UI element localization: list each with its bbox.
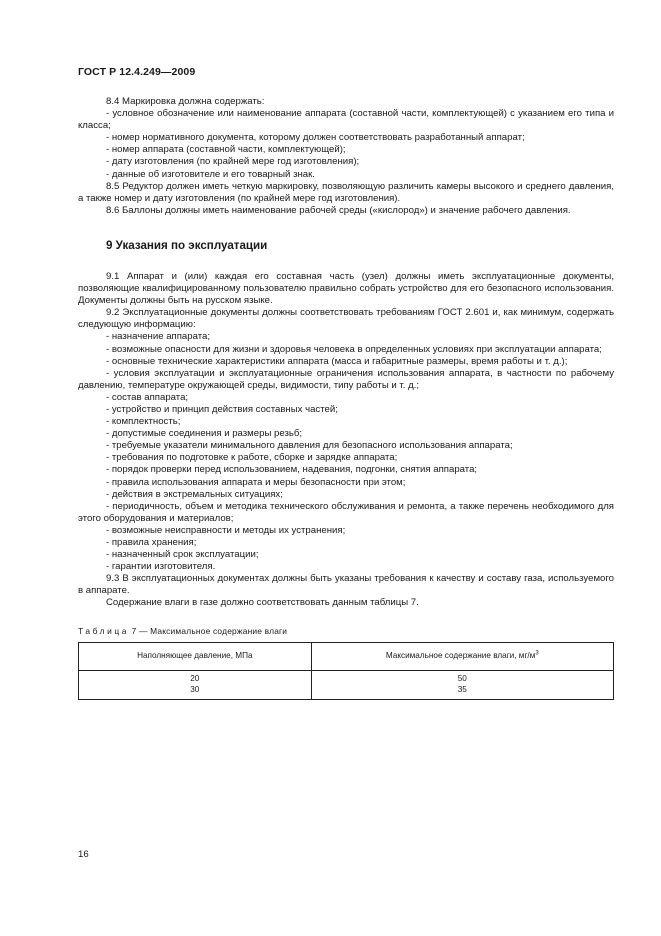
paragraph: 8.4 Маркировка должна содержать: [106,96,265,107]
paragraph: - порядок проверки перед использованием, надевания, подгонки, снятия аппарата; [106,464,478,476]
pressure-cell [79,670,312,699]
moisture-cell [311,670,613,699]
section-8-paragraphs [78,96,614,217]
table-caption-word: Таблица [78,625,130,636]
paragraph: - правила хранения; [106,537,197,548]
col-moisture-header: Максимальное содержание влаги, $мг/м^3$ [311,642,613,670]
pressure-value: 30 [190,685,200,695]
paragraph: 9.2 Эксплуатационные документы должны соответствовать требованиям ГОСТ 2.601 и, как минимум, содержать следующую информацию: [78,307,614,331]
moisture-value: 50 [457,673,467,683]
col-pressure-header: Наполняющее давление, МПа [79,642,312,670]
paragraph: 8.5 Редуктор должен иметь четкую маркировку, позволяющую различить камеры высокого и среднего давления, а также номер и дату изготовления (по крайней мере год изготовления). [78,180,614,204]
table-row [79,670,614,699]
paragraph: - номер аппарата (составной части, комплектующей); [106,144,346,156]
paragraph: - устройство и принцип действия составных частей; [106,403,338,415]
moisture-table [78,642,614,700]
paragraph: - назначение аппарата; [106,331,211,343]
pressure-value: 20 [190,673,200,683]
paragraph: - условное обозначение или наименование аппарата (составной части, комплектующей) с указанием его типа и класса; [78,108,614,132]
document-header: ГОСТ Р 12.4.249—2009 [78,66,196,78]
paragraph: 8.6 Баллоны должны иметь наименование рабочей среды («кислород») и значение рабочего давления. [106,204,571,216]
paragraph: - условия эксплуатации и эксплуатационные ограничения использования аппарата, в частности по рабочему давлению, температуре окружающей среды, видимости, типу работы и т. д.; [78,367,614,391]
document-body [78,96,614,700]
paragraph: - номер нормативного документа, которому должен соответствовать разработанный аппарат; [106,132,525,144]
paragraph: 9.3 В эксплуатационных документах должны быть указаны требования к качеству и составу газа, используемого в аппарате. [78,573,614,597]
paragraph: - основные технические характеристики аппарата (масса и габаритные размеры, время работы и т. д.); [106,355,568,367]
page-number: 16 [78,849,89,860]
paragraph: - действия в экстремальных ситуациях; [106,488,283,500]
unit-superscript: 3 [535,650,539,657]
table-header-row [79,642,614,670]
paragraph: - состав аппарата; [106,391,189,403]
paragraph: - требуемые указатели минимального давления для безопасного использования аппарата; [106,440,513,452]
paragraph: 9.1 Аппарат и (или) каждая его составная часть (узел) должны иметь эксплуатационные документы, позволяющие квалифицированному пользователю правильно собрать устройство для его безопасного использования. Документы должны быть на русском языке. [78,270,614,307]
paragraph: - комплектность; [106,416,181,428]
table-caption [78,625,614,637]
paragraph: - допустимые соединения и размеры резьб; [106,428,303,440]
paragraph: Содержание влаги в газе должно соответствовать данным таблицы 7. [106,597,419,609]
paragraph: - возможные неисправности и методы их устранения; [106,524,346,536]
paragraph: - дату изготовления (по крайней мере год изготовления); [106,156,360,168]
paragraph: - назначенный срок эксплуатации; [106,549,259,561]
paragraph: - требования по подготовке к работе, сборке и зарядке аппарата; [106,452,398,464]
section-9-paragraphs [78,271,614,610]
section-9-heading: 9 Указания по эксплуатации [106,238,268,252]
paragraph: - данные об изготовителе и его товарный знак. [106,168,315,180]
moisture-value: 35 [457,685,467,695]
paragraph: - правила использования аппарата и меры безопасности при этом; [106,476,406,488]
table-caption-text: 7 — Максимальное содержание влаги [131,625,288,636]
paragraph: - периодичность, объем и методика технического обслуживания и ремонта, а также перечень необходимого для этого оборудования и материалов; [78,500,614,524]
paragraph: - гарантии изготовителя. [106,561,216,573]
paragraph: - возможные опасности для жизни и здоровья человека в определенных условиях при эксплуатации аппарата; [106,343,602,355]
